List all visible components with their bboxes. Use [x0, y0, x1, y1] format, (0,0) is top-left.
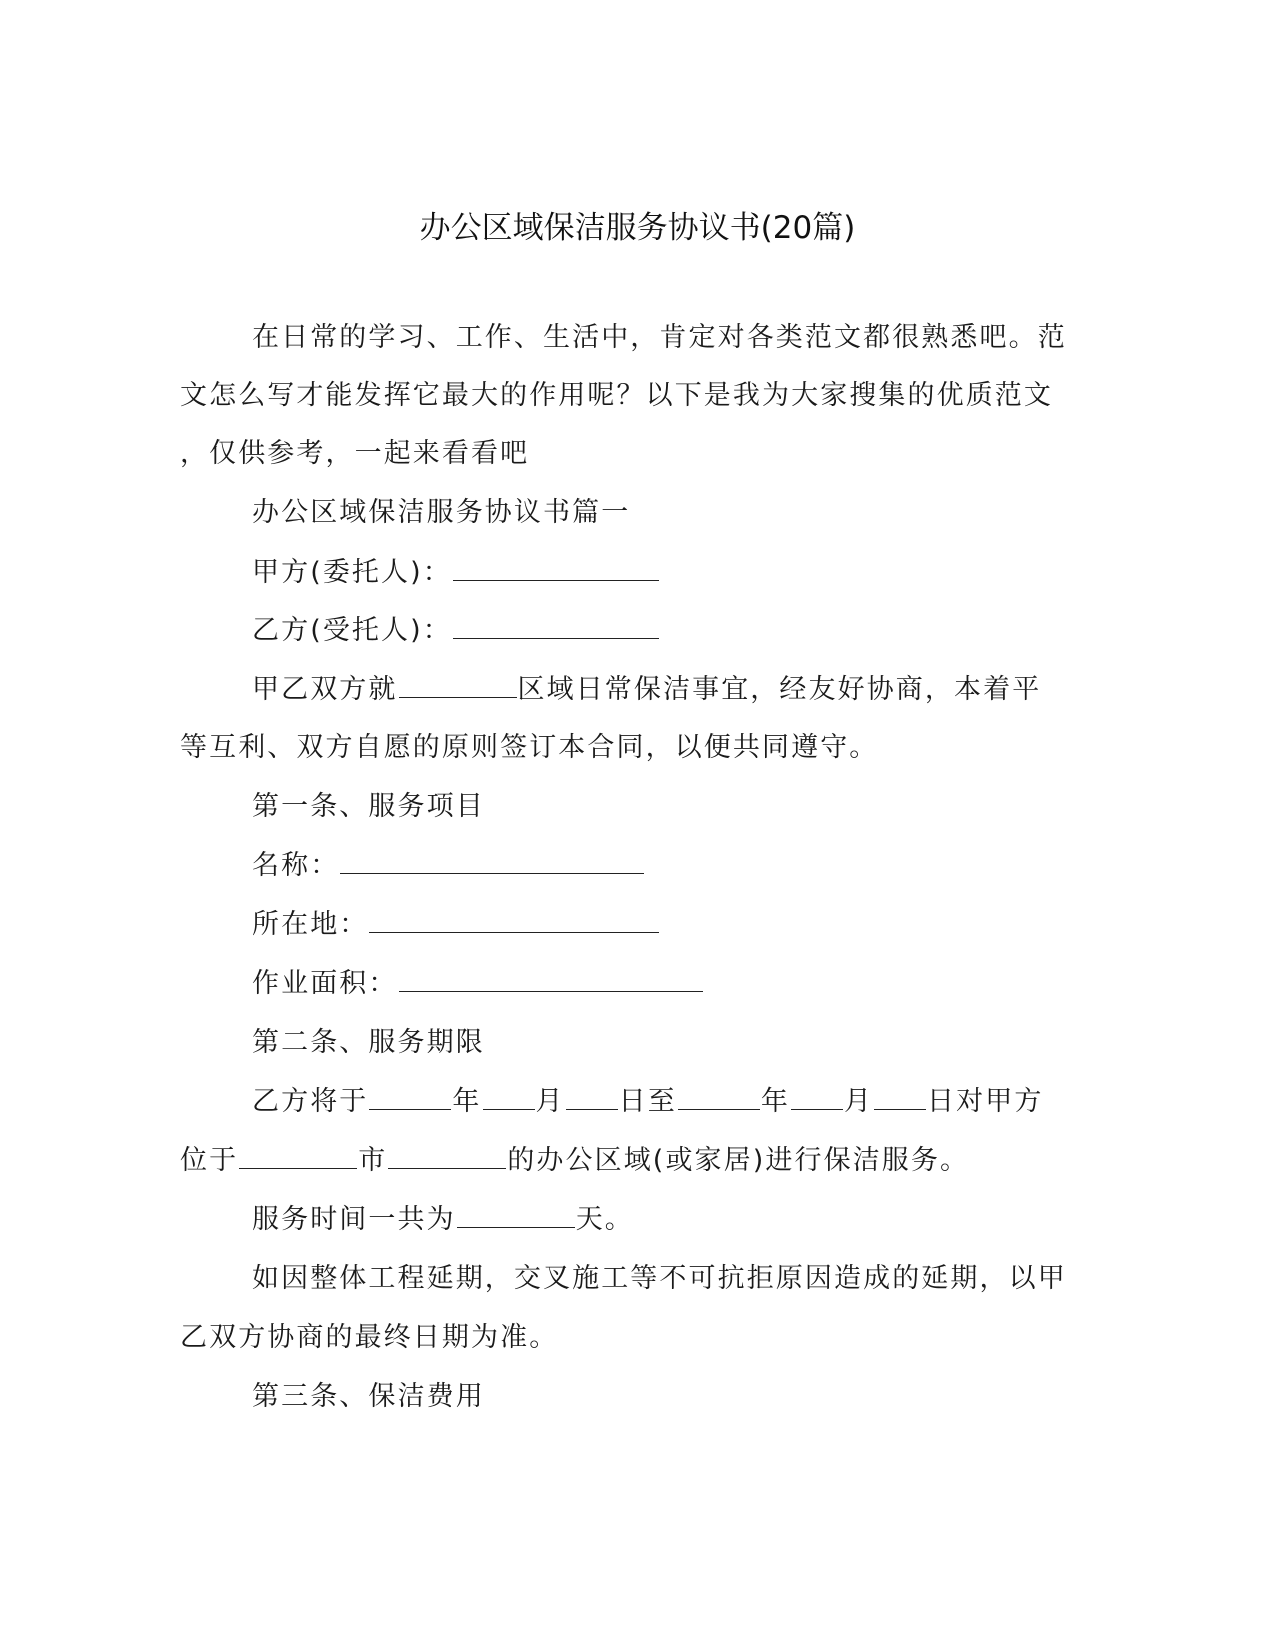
start-month-label: 月 — [535, 1086, 565, 1117]
duration-blank — [457, 1203, 575, 1228]
agreement-line-2: 等互利、双方自愿的原则签订本合同，以便共同遵守。 — [180, 732, 879, 763]
article-2-title: 第二条、服务期限 — [252, 1027, 485, 1058]
section-heading: 办公区域保洁服务协议书篇一 — [252, 497, 631, 528]
district-blank — [388, 1144, 506, 1169]
party-b-blank — [453, 614, 659, 639]
name-row — [252, 849, 645, 883]
period-suffix: 日对甲方 — [927, 1086, 1044, 1117]
period-line-2 — [180, 1144, 969, 1178]
area-scope-blank — [399, 673, 517, 698]
party-b-row — [252, 614, 660, 648]
start-day-blank — [566, 1085, 618, 1110]
period-line-1 — [252, 1085, 1043, 1119]
duration-prefix: 服务时间一共为 — [252, 1204, 456, 1235]
intro-line-3: ，仅供参考，一起来看看吧 — [180, 438, 530, 469]
location-blank — [369, 908, 659, 933]
intro-line-2: 文怎么写才能发挥它最大的作用呢？以下是我为大家搜集的优质范文 — [180, 380, 1053, 411]
duration-row — [252, 1203, 634, 1237]
location-label: 所在地： — [252, 909, 369, 940]
party-a-label: 甲方(委托人)： — [252, 557, 452, 588]
period-line-2-suffix: 的办公区域(或家居)进行保洁服务。 — [507, 1145, 970, 1176]
day-to-label: 日至 — [618, 1086, 677, 1117]
start-month-blank — [483, 1085, 535, 1110]
area-label: 作业面积： — [252, 968, 398, 999]
end-year-blank — [678, 1085, 760, 1110]
party-a-blank — [453, 556, 659, 581]
area-row — [252, 967, 704, 1001]
agreement-text-1: 甲乙双方就 — [252, 674, 398, 705]
end-month-blank — [791, 1085, 843, 1110]
location-row — [252, 908, 660, 942]
city-blank — [239, 1144, 357, 1169]
start-year-label: 年 — [452, 1086, 482, 1117]
end-year-label: 年 — [760, 1086, 790, 1117]
agreement-line-1 — [252, 673, 1041, 707]
document-title: 办公区域保洁服务协议书(20篇) — [419, 210, 856, 246]
end-month-label: 月 — [843, 1086, 874, 1117]
party-a-row — [252, 556, 660, 590]
duration-suffix: 天。 — [575, 1204, 634, 1235]
name-label: 名称： — [252, 850, 340, 881]
name-blank — [340, 849, 644, 874]
party-b-label: 乙方(受托人)： — [252, 615, 452, 646]
delay-line-1: 如因整体工程延期，交叉施工等不可抗拒原因造成的延期，以甲 — [252, 1263, 1067, 1294]
end-day-blank — [874, 1085, 926, 1110]
start-year-blank — [369, 1085, 451, 1110]
article-1-title: 第一条、服务项目 — [252, 791, 485, 822]
agreement-text-2: 区域日常保洁事宜，经友好协商，本着平 — [517, 674, 1042, 705]
located-prefix: 位于 — [180, 1145, 239, 1176]
intro-line-1: 在日常的学习、工作、生活中，肯定对各类范文都很熟悉吧。范 — [252, 322, 1067, 353]
area-blank — [399, 967, 703, 992]
article-3-title: 第三条、保洁费用 — [252, 1381, 485, 1412]
delay-line-2: 乙双方协商的最终日期为准。 — [180, 1322, 559, 1353]
period-prefix: 乙方将于 — [252, 1086, 369, 1117]
city-label: 市 — [358, 1145, 388, 1176]
